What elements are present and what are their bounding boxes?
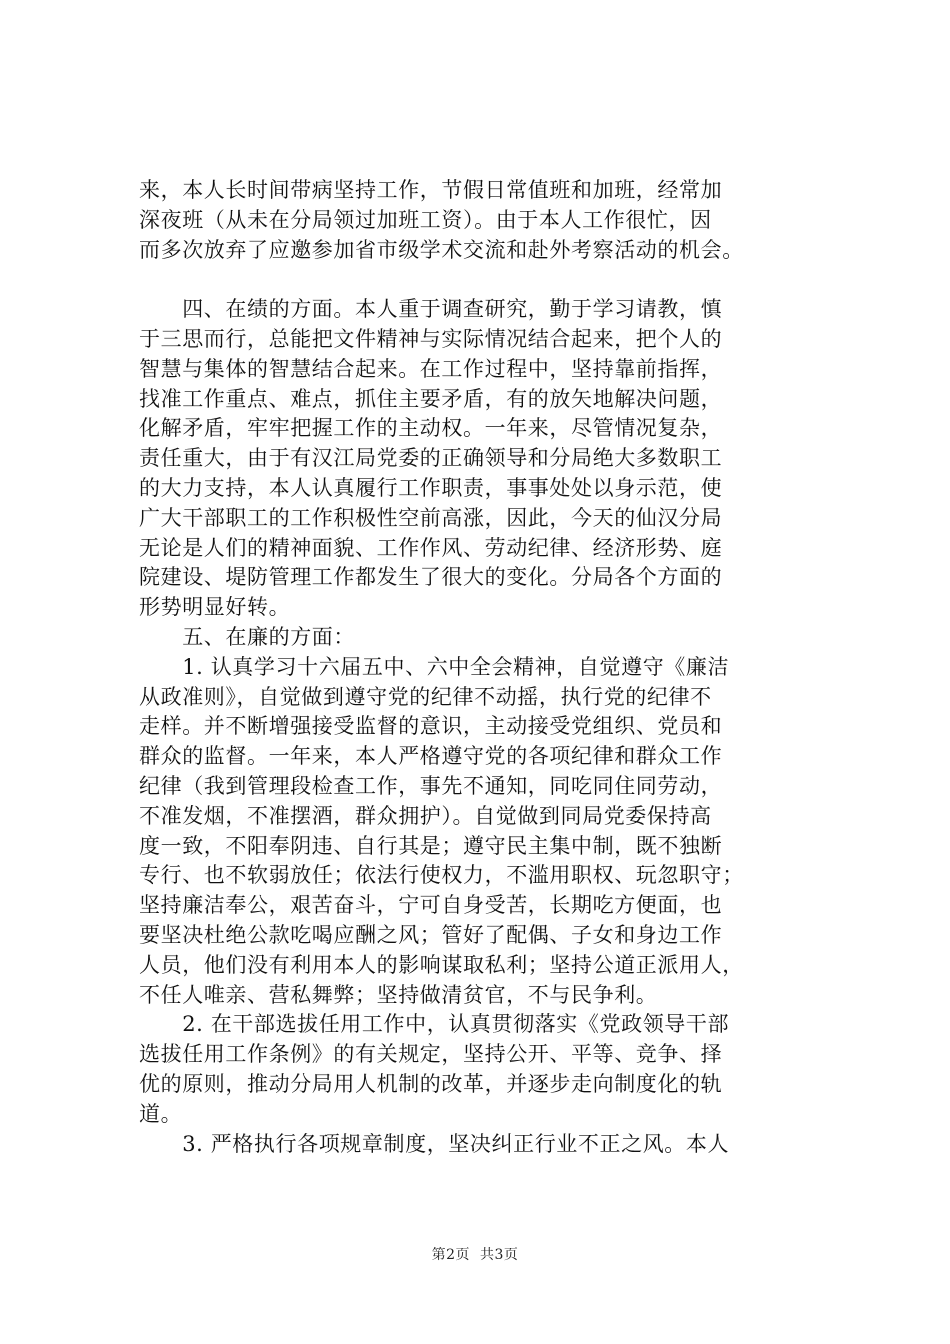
text-line: 人员，他们没有利用本人的影响谋取私利；坚持公道正派用人， [139, 952, 744, 977]
text-line: 道。 [139, 1101, 183, 1126]
text-line: 选拔任用工作条例》的有关规定，坚持公开、平等、竞争、择 [139, 1042, 723, 1067]
text-line: 3. 严格执行各项规章制度，坚决纠正行业不正之风。本人 [139, 1131, 730, 1156]
text-line: 走样。并不断增强接受监督的意识，主动接受党组织、党员和 [139, 714, 723, 739]
text-line: 坚持廉洁奉公，艰苦奋斗，宁可自身受苦，长期吃方便面，也 [139, 893, 723, 918]
text-line: 无论是人们的精神面貌、工作作风、劳动纪律、经济形势、庭 [139, 535, 723, 560]
text-line: 不准发烟，不准摆酒，群众拥护）。自觉做到同局党委保持高 [139, 803, 712, 828]
text-line: 形势明显好转。 [139, 595, 291, 620]
text-line: 化解矛盾，牢牢把握工作的主动权。一年来，尽管情况复杂， [139, 416, 723, 441]
text-line: 不任人唯亲、营私舞弊；坚持做清贫官，不与民争利。 [139, 982, 658, 1007]
text-line: 深夜班（从未在分局领过加班工资）。由于本人工作很忙，因 [139, 207, 712, 232]
text-line: 于三思而行，总能把文件精神与实际情况结合起来，把个人的 [139, 326, 723, 351]
text-line: 优的原则，推动分局用人机制的改革，并逐步走向制度化的轨 [139, 1071, 723, 1096]
text-line: 专行、也不软弱放任；依法行使权力，不滥用职权、玩忽职守； [139, 863, 744, 888]
text-line: 群众的监督。一年来，本人严格遵守党的各项纪律和群众工作 [139, 744, 723, 769]
text-line: 来，本人长时间带病坚持工作，节假日常值班和加班，经常加 [139, 178, 723, 202]
text-line: 纪律（我到管理段检查工作，事先不通知，同吃同住同劳动， [139, 773, 723, 798]
section-heading: 五、在廉的方面： [139, 624, 355, 649]
text-line: 度一致，不阳奉阴违、自行其是；遵守民主集中制，既不独断 [139, 833, 723, 858]
text-line: 要坚决杜绝公款吃喝应酬之风；管好了配偶、子女和身边工作 [139, 922, 723, 947]
text-line: 四、在绩的方面。本人重于调查研究，勤于学习请教，慎 [139, 297, 723, 322]
text-line: 从政准则》，自觉做到遵守党的纪律不动摇，执行党的纪律不 [139, 684, 712, 709]
text-line: 2. 在干部选拔任用工作中，认真贯彻落实《党政领导干部 [139, 1012, 730, 1037]
blank-line [139, 265, 839, 295]
text-line: 1. 认真学习十六届五中、六中全会精神，自觉遵守《廉洁 [139, 654, 730, 679]
text-line: 院建设、堤防管理工作都发生了很大的变化。分局各个方面的 [139, 565, 723, 590]
text-line: 而多次放弃了应邀参加省市级学术交流和赴外考察活动的机会。 [139, 237, 744, 262]
document-body [139, 176, 839, 1159]
text-line: 智慧与集体的智慧结合起来。在工作过程中，坚持靠前指挥， [139, 356, 723, 381]
page-number: 第2页 共3页 [431, 1247, 519, 1263]
text-line: 广大干部职工的工作积极性空前高涨，因此，今天的仙汉分局 [139, 505, 723, 530]
text-line: 找准工作重点、难点，抓住主要矛盾，有的放矢地解决问题， [139, 386, 723, 411]
text-line: 的大力支持，本人认真履行工作职责，事事处处以身示范，使 [139, 475, 723, 500]
text-line: 责任重大，由于有汉江局党委的正确领导和分局绝大多数职工 [139, 446, 723, 471]
